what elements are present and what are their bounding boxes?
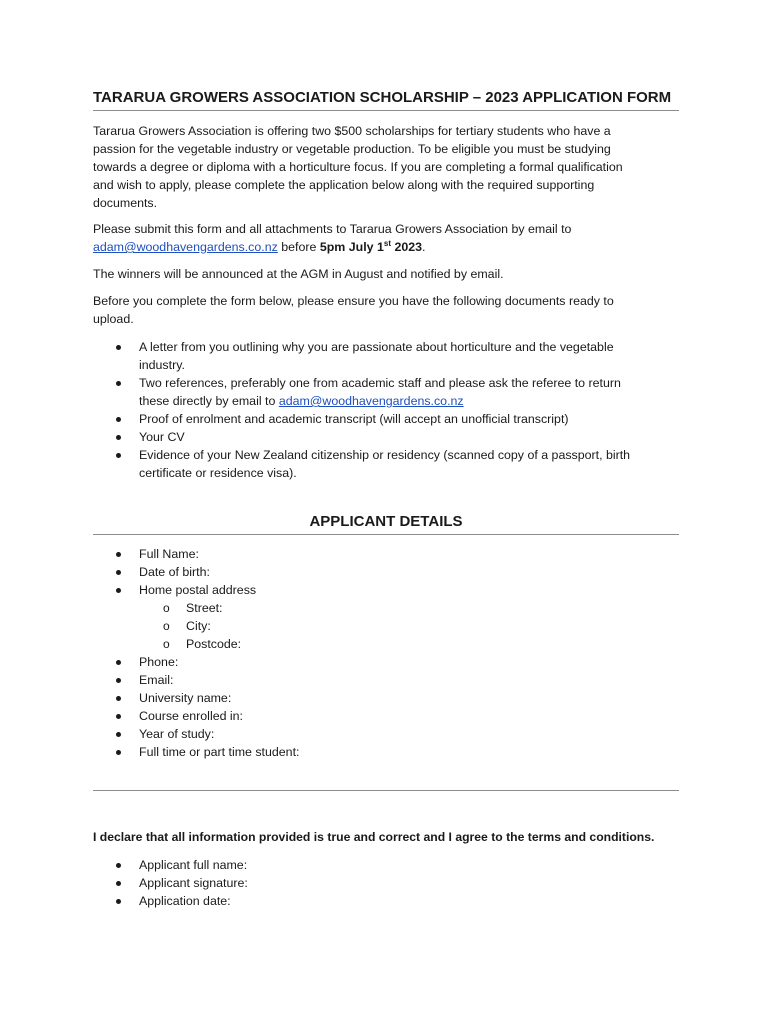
- circle-bullet-icon: o: [163, 619, 170, 633]
- field-postcode[interactable]: [139, 635, 673, 653]
- bullet-icon: [116, 453, 121, 458]
- field-label: Application date:: [139, 894, 231, 908]
- period: .: [422, 240, 426, 254]
- applicant-details-heading: APPLICANT DETAILS: [93, 512, 679, 535]
- bullet-icon: [116, 552, 121, 557]
- field-label: Email:: [139, 673, 174, 687]
- field-label: Applicant signature:: [139, 876, 248, 890]
- field-label: Postcode:: [186, 637, 242, 651]
- field-city[interactable]: [139, 617, 673, 635]
- bullet-icon: [116, 899, 121, 904]
- circle-bullet-icon: o: [163, 637, 170, 651]
- deadline-part: 5pm July 1: [319, 240, 384, 254]
- submit-paragraph: [93, 220, 673, 256]
- bullet-icon: [116, 732, 121, 737]
- section-divider: [93, 790, 679, 791]
- field-label: Date of birth:: [139, 565, 210, 579]
- deadline-sup: st: [383, 238, 391, 248]
- field-label: University name:: [139, 691, 232, 705]
- intro-line: Tararua Growers Association is offering two $500 scholarships for tertiary students who have a: [93, 124, 611, 138]
- field-full-or-part-time[interactable]: [93, 743, 673, 761]
- field-home-postal-address: [93, 581, 673, 653]
- field-course-enrolled[interactable]: [93, 707, 673, 725]
- declaration-list: [93, 856, 673, 910]
- field-year-of-study[interactable]: [93, 725, 673, 743]
- intro-paragraph: [93, 122, 673, 212]
- bullet-icon: [116, 660, 121, 665]
- referee-email-link[interactable]: adam@woodhavengardens.co.nz: [278, 394, 464, 408]
- list-item: [93, 446, 673, 482]
- before-text: before: [277, 240, 320, 254]
- item-text: certificate or residence visa).: [139, 466, 297, 480]
- field-label: City:: [186, 619, 211, 633]
- deadline: [320, 240, 422, 254]
- field-label: Year of study:: [139, 727, 215, 741]
- bullet-icon: [116, 588, 121, 593]
- item-text: Two references, preferably one from academic staff and please ask the referee to return: [139, 376, 621, 390]
- bullet-icon: [116, 881, 121, 886]
- field-date-of-birth[interactable]: [93, 563, 673, 581]
- bullet-icon: [116, 417, 121, 422]
- field-label: Home postal address: [139, 583, 257, 597]
- required-documents-list: [93, 338, 673, 482]
- field-phone[interactable]: [93, 653, 673, 671]
- field-street[interactable]: [139, 599, 673, 617]
- bullet-icon: [116, 570, 121, 575]
- submit-email-link[interactable]: adam@woodhavengardens.co.nz: [93, 240, 278, 254]
- item-text: these directly by email to: [139, 394, 279, 408]
- bullet-icon: [116, 863, 121, 868]
- declaration-text: I declare that all information provided is true and correct and I agree to the terms and conditions.: [93, 830, 655, 844]
- list-item: [93, 374, 673, 410]
- bullet-icon: [116, 678, 121, 683]
- field-applicant-signature[interactable]: [93, 874, 673, 892]
- before-complete-line: upload.: [93, 312, 134, 326]
- before-complete-line: Before you complete the form below, please ensure you have the following documents ready to: [93, 294, 614, 308]
- deadline-part: 2023: [391, 240, 423, 254]
- item-text: Proof of enrolment and academic transcript (will accept an unofficial transcript): [139, 412, 569, 426]
- list-item: [93, 410, 673, 428]
- winners-paragraph: The winners will be announced at the AGM in August and notified by email.: [93, 267, 504, 281]
- item-text: A letter from you outlining why you are passionate about horticulture and the vegetable: [139, 340, 614, 354]
- submit-line: Please submit this form and all attachments to Tararua Growers Association by email to: [93, 222, 572, 236]
- submit-deadline-line: [93, 238, 673, 256]
- field-label: Applicant full name:: [139, 858, 248, 872]
- field-label: Phone:: [139, 655, 179, 669]
- form-title: TARARUA GROWERS ASSOCIATION SCHOLARSHIP – 2023 APPLICATION FORM: [93, 88, 679, 111]
- bullet-icon: [116, 345, 121, 350]
- intro-line: passion for the vegetable industry or vegetable production. To be eligible you must be studying: [93, 142, 611, 156]
- intro-line: towards a degree or diploma with a horticulture focus. If you are completing a formal qualification: [93, 160, 623, 174]
- list-item: [93, 428, 673, 446]
- intro-line: documents.: [93, 196, 158, 210]
- field-label: Street:: [186, 601, 223, 615]
- field-university-name[interactable]: [93, 689, 673, 707]
- field-applicant-full-name[interactable]: [93, 856, 673, 874]
- field-application-date[interactable]: [93, 892, 673, 910]
- before-complete-paragraph: [93, 292, 673, 328]
- field-label: Course enrolled in:: [139, 709, 244, 723]
- item-text: Your CV: [139, 430, 185, 444]
- intro-line: and wish to apply, please complete the application below along with the required supporting: [93, 178, 595, 192]
- item-text: industry.: [139, 358, 185, 372]
- bullet-icon: [116, 696, 121, 701]
- field-label: Full time or part time student:: [139, 745, 300, 759]
- field-full-name[interactable]: [93, 545, 673, 563]
- field-email[interactable]: [93, 671, 673, 689]
- applicant-details-list: [93, 545, 673, 761]
- circle-bullet-icon: o: [163, 601, 170, 615]
- address-sublist: [139, 599, 673, 653]
- list-item: [93, 338, 673, 374]
- bullet-icon: [116, 714, 121, 719]
- bullet-icon: [116, 435, 121, 440]
- bullet-icon: [116, 381, 121, 386]
- bullet-icon: [116, 750, 121, 755]
- item-text: Evidence of your New Zealand citizenship or residency (scanned copy of a passport, birth: [139, 448, 631, 462]
- field-label: Full Name:: [139, 547, 199, 561]
